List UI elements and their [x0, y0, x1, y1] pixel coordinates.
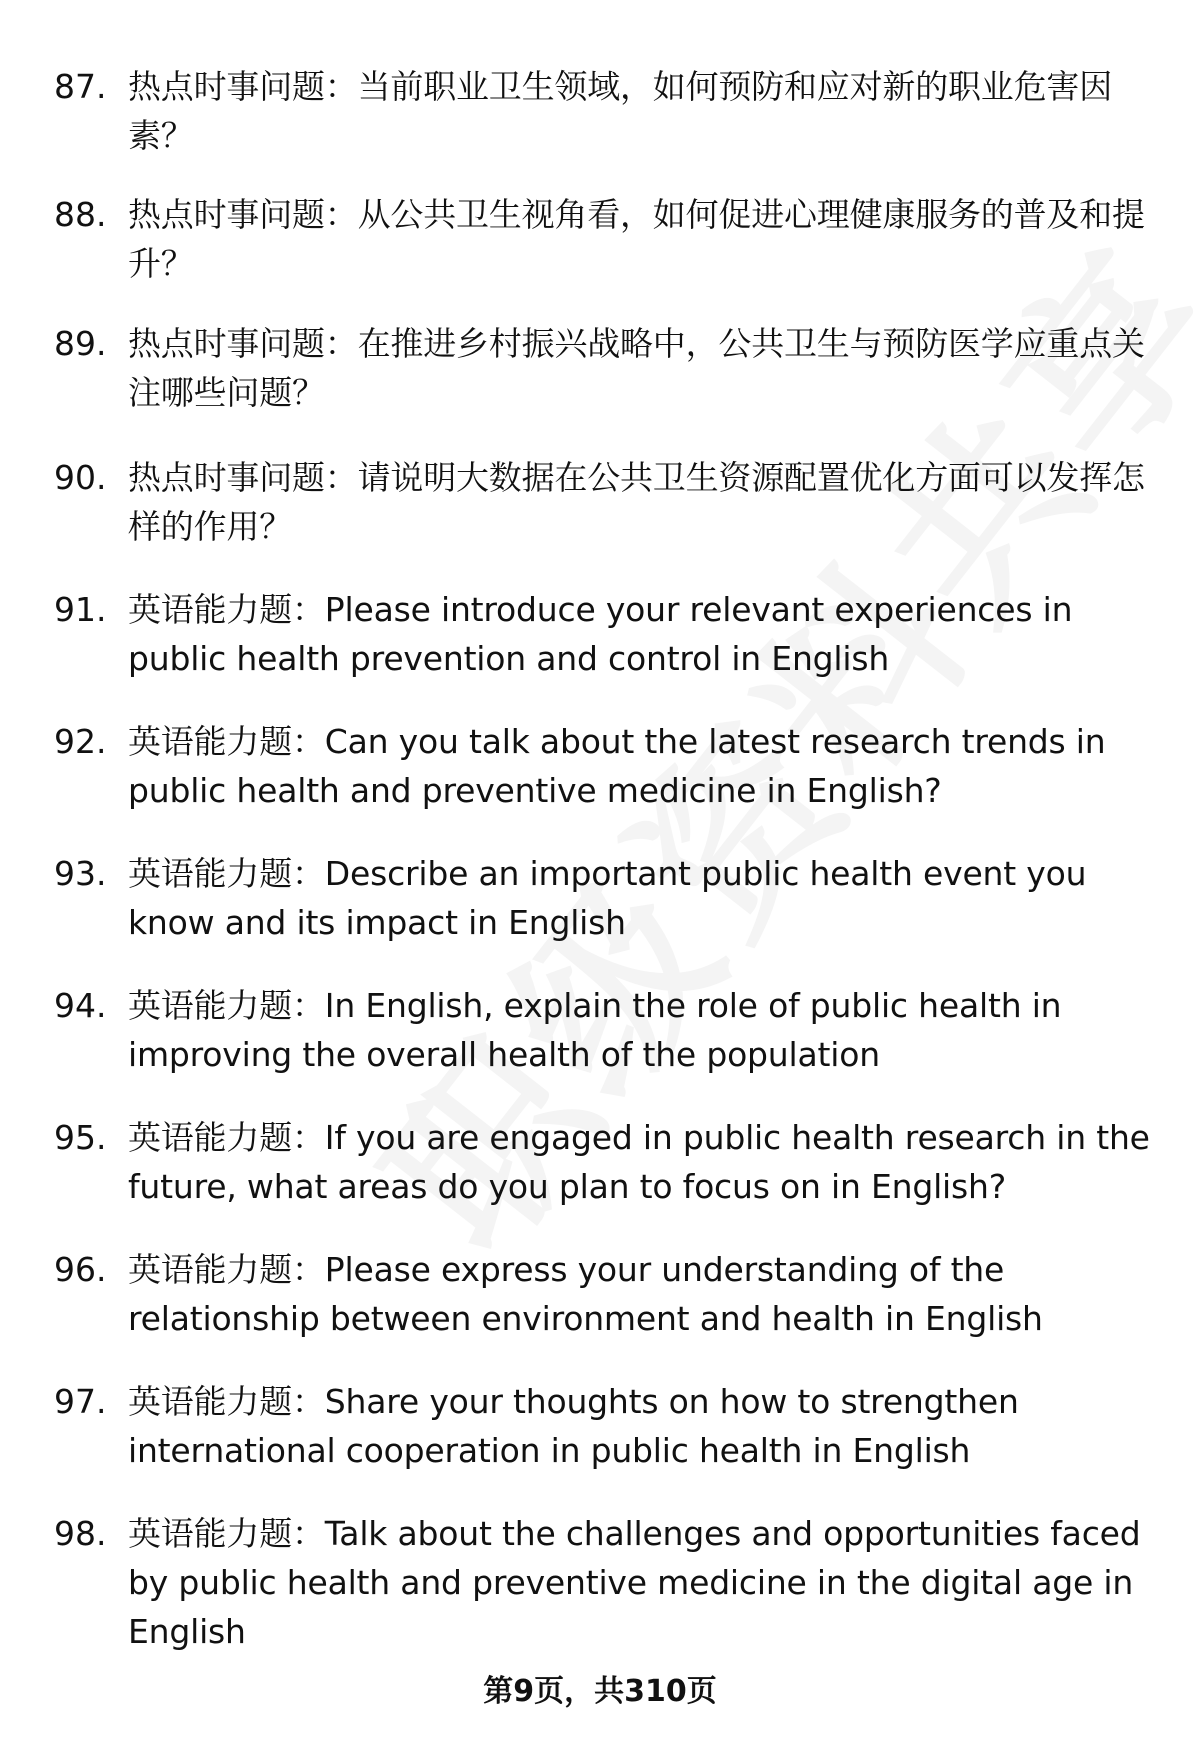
question-number: 94.: [54, 986, 107, 1025]
question-text: 热点时事问题：在推进乡村振兴战略中，公共卫生与预防医学应重点关注哪些问题？: [128, 324, 1145, 412]
question-text: 热点时事问题：当前职业卫生领域，如何预防和应对新的职业危害因素？: [128, 67, 1113, 155]
question-number: 92.: [54, 722, 107, 761]
question-text: 英语能力题：Describe an important public health event you know and its impact in English: [128, 854, 1087, 942]
question-number: 96.: [54, 1250, 107, 1289]
question-number: 95.: [54, 1118, 107, 1157]
question-number: 91.: [54, 590, 107, 629]
question-text: 英语能力题：In English, explain the role of public health in improving the overall health of the population: [128, 986, 1062, 1074]
question-number: 97.: [54, 1382, 107, 1421]
question-number: 93.: [54, 854, 107, 893]
question-number: 87.: [54, 67, 107, 106]
page-number-label: 第9页，共310页: [483, 1674, 717, 1709]
question-number: 98.: [54, 1514, 107, 1553]
page-footer: [0, 1672, 1200, 1712]
question-text: 热点时事问题：从公共卫生视角看，如何促进心理健康服务的普及和提升？: [128, 195, 1145, 283]
question-number: 88.: [54, 195, 107, 234]
question-number: 89.: [54, 324, 107, 363]
question-text: 热点时事问题：请说明大数据在公共卫生资源配置优化方面可以发挥怎样的作用？: [128, 458, 1145, 546]
question-text: 英语能力题：Please introduce your relevant experiences in public health prevention and control in English: [128, 590, 1073, 678]
question-text: 英语能力题：Share your thoughts on how to strengthen international cooperation in public health in English: [128, 1382, 1019, 1470]
question-number: 90.: [54, 458, 107, 497]
question-text: 英语能力题：If you are engaged in public health research in the future, what areas do you plan to focus on in English?: [128, 1118, 1150, 1206]
question-text: 英语能力题：Talk about the challenges and opportunities faced by public health and preventive medicine in the digital age in English: [128, 1514, 1141, 1651]
question-text: 英语能力题：Please express your understanding of the relationship between environment and health in English: [128, 1250, 1043, 1338]
question-text: 英语能力题：Can you talk about the latest research trends in public health and preventive medicine in English?: [128, 722, 1106, 810]
